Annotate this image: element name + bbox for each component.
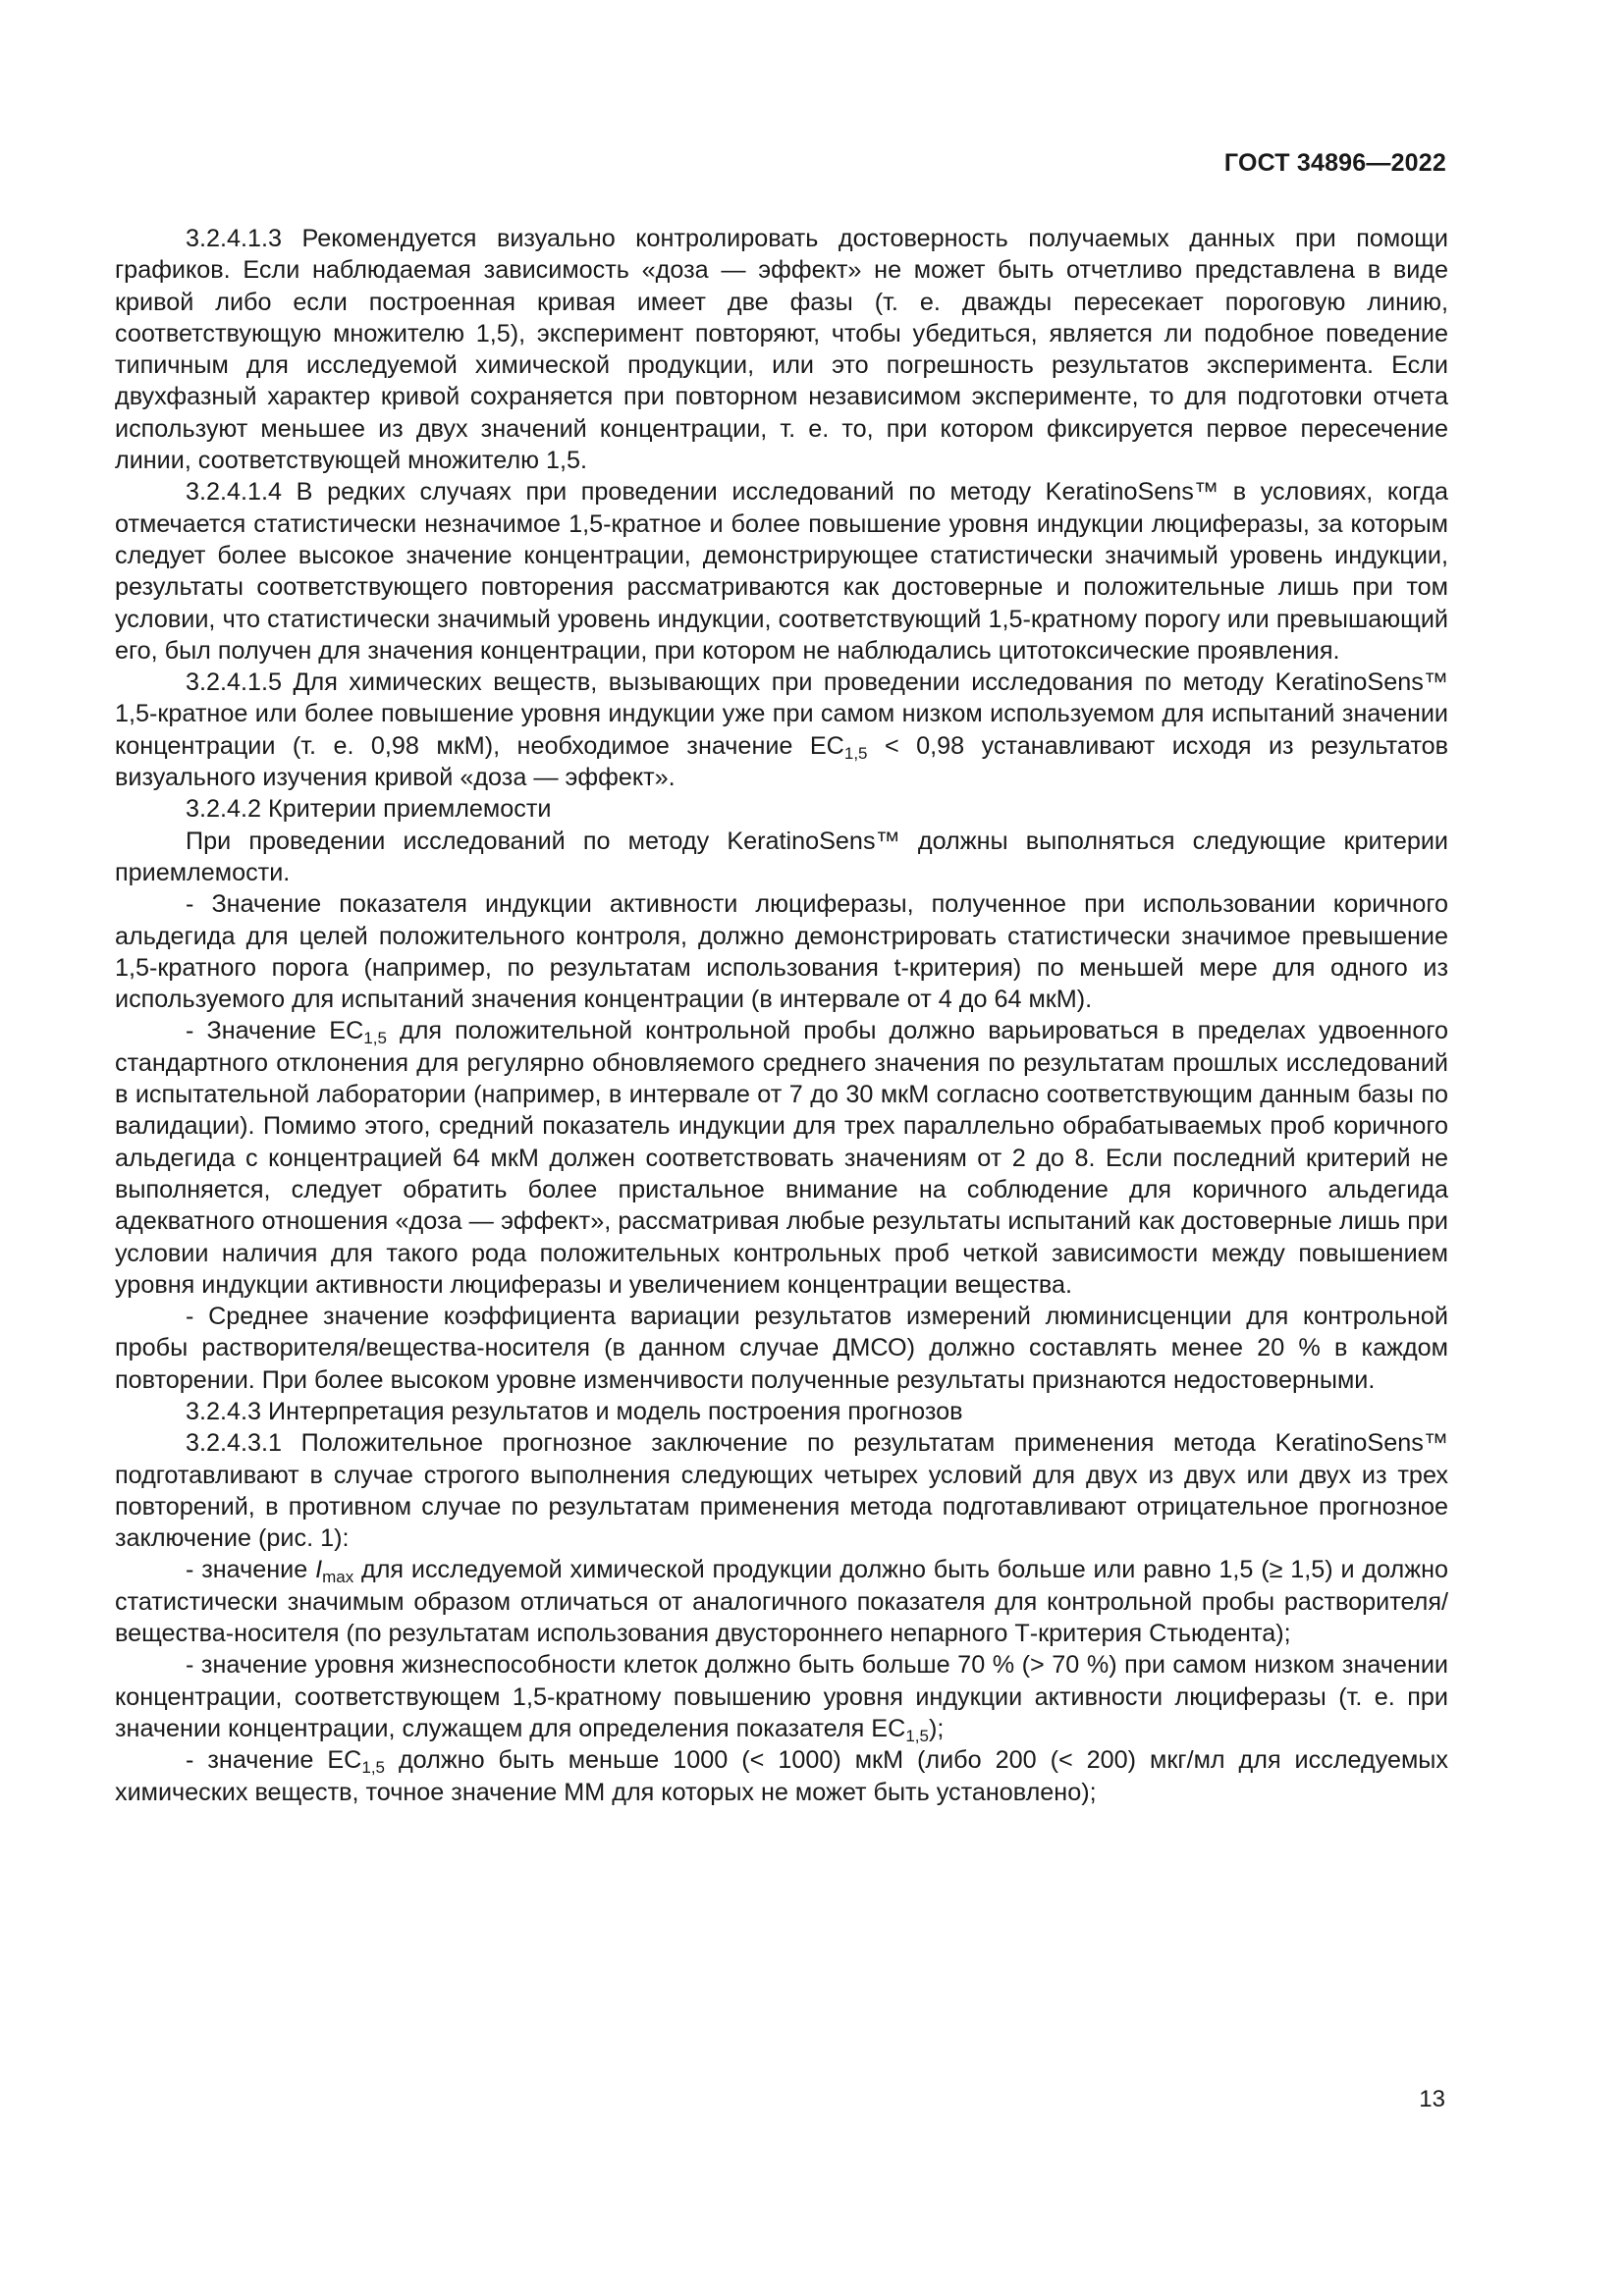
text-part: - Значение EC xyxy=(186,1017,364,1045)
text-part: должно быть меньше 1000 (< 1000) мкМ (либо 200 (< 200) мкг/мл для исследуемых химических веществ, точное значение ММ для которых не может быть установлено); xyxy=(115,1746,1448,1806)
text-part: < 0,98 устанавливают исходя из результатов визуального изучения кривой «доза — эффект». xyxy=(115,731,1448,792)
page-number: 13 xyxy=(1419,2086,1445,2112)
section-heading-acceptance-criteria: 3.2.4.2 Критерии приемлемости xyxy=(186,795,552,824)
text-part: 3.2.4.1.5 Для химических веществ, вызывающих при проведении исследования по методу KeratinoSens™ 1,5-кратное или более повышение уровня индукции уже при самом низком используемом для испытаний значении концентрации (т. е. 0,98 мкМ), необходимое значение EC xyxy=(115,668,1448,760)
criterion-variation-coefficient: - Среднее значение коэффициента вариации результатов измерений люминисценции для контрольной пробы растворителя/вещества-носителя (в данном случае ДМСО) должно составлять менее 20 % в каждом повторении. При более высоком уровне изменчивости полученные результаты признаются недостоверными. xyxy=(115,1303,1448,1394)
imax-subscript: max xyxy=(322,1568,354,1587)
condition-cell-viability xyxy=(115,1649,1448,1744)
paragraph-3-2-4-1-4: 3.2.4.1.4 В редких случаях при проведении исследований по методу KeratinoSens™ в условиях, когда отмечается статистически незначимое 1,5-кратное и более повышение уровня индукции люциферазы, за которым следует более высокое значение концентрации, демонстрирующее статистически значимый уровень индукции, результаты соответствующего повторения рассматриваются как достоверные и положительные лишь при том условии, что статистически значимый уровень индукции, соответствующий 1,5-кратному порогу или превышающий его, был получен для значения концентрации, при котором не наблюдались цитотоксические проявления. xyxy=(115,478,1448,665)
paragraph-3-2-4-1-3: 3.2.4.1.3 Рекомендуется визуально контролировать достоверность получаемых данных при помощи графиков. Если наблюдаемая зависимость «доза — эффект» не может быть отчетливо представлена в виде кривой либо если построенная кривая имеет две фазы (т. е. дважды пересекает пороговую линию, соответствующую множителю 1,5), эксперимент повторяют, чтобы убедиться, является ли подобное поведение типичным для исследуемой химической продукции, или это погрешность результатов эксперимента. Если двухфазный характер кривой сохраняется при повторном независимом эксперименте, то для подготовки отчета используют меньшее из двух значений концентрации, т. е. то, при котором фиксируется первое пересечение линии, соответствующей множителю 1,5. xyxy=(115,225,1448,475)
document-number: ГОСТ 34896—2022 xyxy=(1223,149,1446,177)
criterion-ec15-positive-control xyxy=(115,1015,1448,1301)
paragraph-3-2-4-3-1: 3.2.4.3.1 Положительное прогнозное заключение по результатам применения метода KeratinoSens™ подготавливают в случае строгого выполнения следующих четырех условий для двух из двух или двух из трех повторений, в противном случае по результатам применения метода подготавливают отрицательное прогнозное заключение (рис. 1): xyxy=(115,1429,1448,1553)
ec15-subscript: 1,5 xyxy=(363,1029,387,1048)
text-part: ); xyxy=(928,1714,945,1742)
text-part: для исследуемой химической продукции должно быть больше или равно 1,5 (≥ 1,5) и должно статистически значимым образом отличаться от аналогичного показателя для контрольной пробы растворителя/вещества-носителя (по результатам использования двустороннего непарного Т-критерия Стьюдента); xyxy=(115,1556,1448,1648)
section-heading-interpretation: 3.2.4.3 Интерпретация результатов и модель построения прогнозов xyxy=(186,1397,963,1425)
criterion-positive-control: - Значение показателя индукции активности люциферазы, полученное при использовании коричного альдегида для целей положительного контроля, должно демонстрировать статистически значимое превышение 1,5-кратного порога (например, по результатам использования t-критерия) по меньшей мере для одного из используемого для испытаний значения концентрации (в интервале от 4 до 64 мкМ). xyxy=(115,890,1448,1014)
text-part: - значение EC xyxy=(186,1746,362,1775)
ec15-subscript: 1,5 xyxy=(361,1758,385,1778)
ec15-subscript: 1,5 xyxy=(905,1726,929,1745)
ec15-subscript: 1,5 xyxy=(843,743,868,763)
paragraph-3-2-4-1-5 xyxy=(115,667,1448,793)
document-body xyxy=(115,223,1448,1808)
text-part: для положительной контрольной пробы должно варьироваться в пределах удвоенного стандартного отклонения для регулярно обновляемого среднего значения по результатам прошлых исследований в испытательной лаборатории (например, в интервале от 7 до 30 мкМ согласно соответствующим данным базы по валидации). Помимо этого, средний показатель индукции для трех параллельно обрабатываемых проб коричного альдегида с концентрацией 64 мкМ должен соответствовать значениям от 2 до 8. Если последний критерий не выполняется, следует обратить более пристальное внимание на соблюдение для коричного альдегида адекватного отношения «доза — эффект», рассматривая любые результаты испытаний как достоверные лишь при условии наличия для такого рода положительных контрольных проб четкой зависимости между повышением уровня индукции активности люциферазы и увеличением концентрации вещества. xyxy=(115,1017,1448,1299)
paragraph-acceptance-intro: При проведении исследований по методу KeratinoSens™ должны выполняться следующие критерии приемлемости. xyxy=(115,827,1448,886)
condition-ec15-value xyxy=(115,1744,1448,1808)
text-part: - значение xyxy=(186,1556,316,1584)
imax-symbol: I xyxy=(315,1556,323,1584)
text-part: - значение уровня жизнеспособности клеток должно быть больше 70 % (> 70 %) при самом низком значении концентрации, соответствующем 1,5-кратному повышению уровня индукции активности люциферазы (т. е. при значении концентрации, служащем для определения показателя EC xyxy=(115,1651,1448,1742)
condition-imax xyxy=(115,1554,1448,1649)
